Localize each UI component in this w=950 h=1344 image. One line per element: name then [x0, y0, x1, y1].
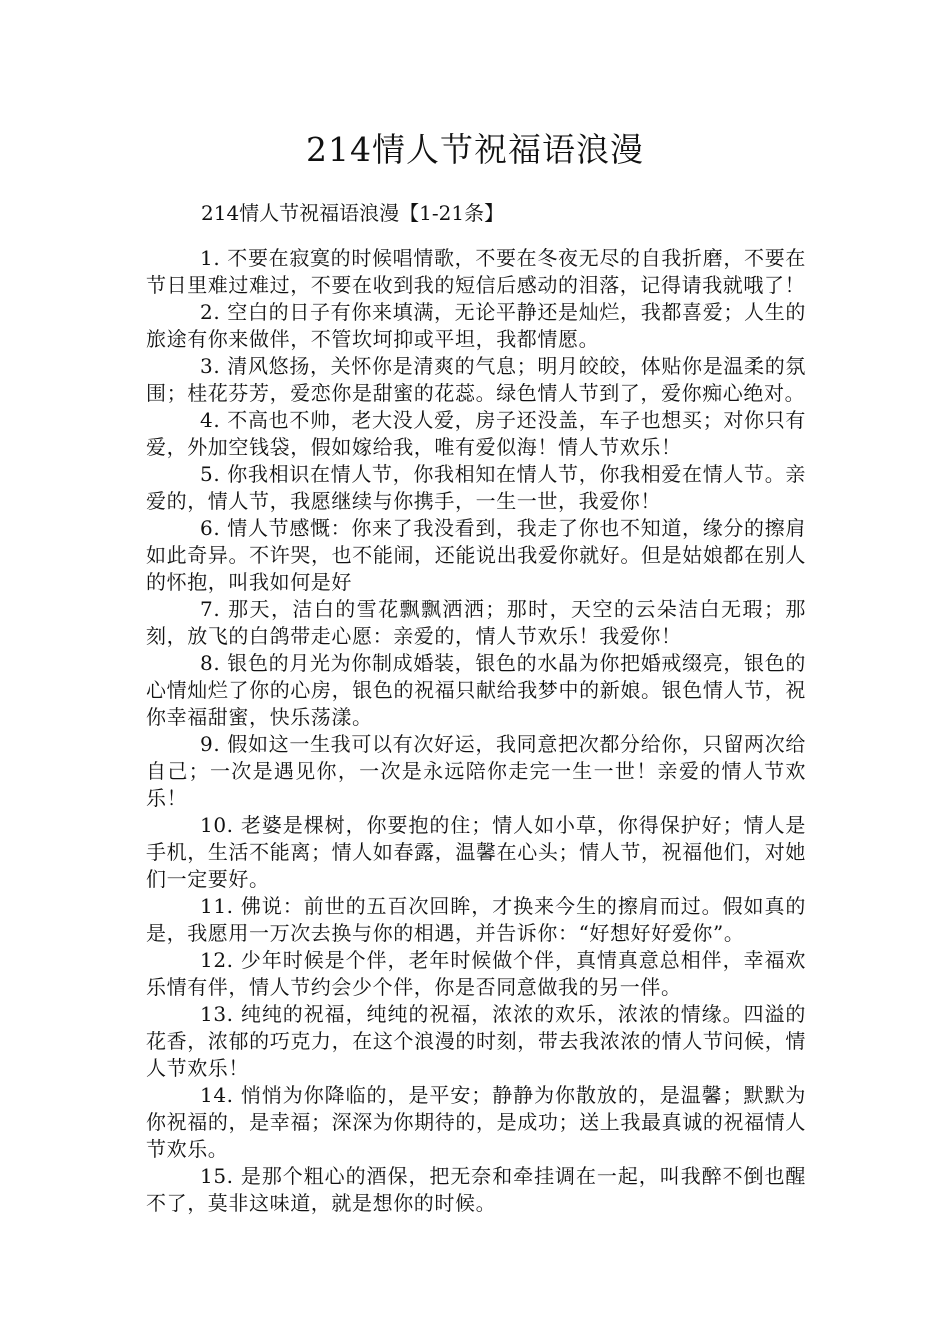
paragraph-11: 11. 佛说：前世的五百次回眸，才换来今生的擦肩而过。假如真的是，我愿用一万次去换与你的相遇，并告诉你：“好想好好爱你”。	[146, 894, 806, 945]
document-title: 214情人节祝福语浪漫	[306, 130, 644, 169]
paragraph-4: 4. 不高也不帅，老大没人爱，房子还没盖，车子也想买；对你只有爱，外加空钱袋，假如嫁给我，唯有爱似海！情人节欢乐！	[146, 408, 806, 459]
paragraph-3: 3. 清风悠扬，关怀你是清爽的气息；明月皎皎，体贴你是温柔的氛围；桂花芬芳，爱恋你是甜蜜的花蕊。绿色情人节到了，爱你痴心绝对。	[146, 354, 806, 405]
paragraph-10: 10. 老婆是棵树，你要抱的住；情人如小草，你得保护好；情人是手机，生活不能离；情人如春露，温馨在心头；情人节，祝福他们，对她们一定要好。	[146, 813, 806, 891]
paragraph-list	[146, 245, 806, 1217]
paragraph-14: 14. 悄悄为你降临的，是平安；静静为你散放的，是温馨；默默为你祝福的，是幸福；深深为你期待的，是成功；送上我最真诚的祝福情人节欢乐。	[146, 1083, 806, 1161]
paragraph-1: 1. 不要在寂寞的时候唱情歌，不要在冬夜无尽的自我折磨，不要在节日里难过难过，不要在收到我的短信后感动的泪落，记得请我就哦了！	[146, 246, 806, 297]
paragraph-15: 15. 是那个粗心的酒保，把无奈和牵挂调在一起，叫我醉不倒也醒不了，莫非这味道，就是想你的时候。	[146, 1164, 806, 1215]
paragraph-12: 12. 少年时候是个伴，老年时候做个伴，真情真意总相伴，幸福欢乐情有伴，情人节约会少个伴，你是否同意做我的另一伴。	[146, 948, 806, 999]
paragraph-13: 13. 纯纯的祝福，纯纯的祝福，浓浓的欢乐，浓浓的情缘。四溢的花香，浓郁的巧克力，在这个浪漫的时刻，带去我浓浓的情人节问候，情人节欢乐！	[146, 1002, 806, 1080]
paragraph-6: 6. 情人节感慨：你来了我没看到，我走了你也不知道，缘分的擦肩如此奇异。不许哭，也不能闹，还能说出我爱你就好。但是姑娘都在别人的怀抱，叫我如何是好	[146, 516, 806, 594]
paragraph-8: 8. 银色的月光为你制成婚装，银色的水晶为你把婚戒缀亮，银色的心情灿烂了你的心房，银色的祝福只献给我梦中的新娘。银色情人节，祝你幸福甜蜜，快乐荡漾。	[146, 651, 806, 729]
paragraph-9: 9. 假如这一生我可以有次好运，我同意把次都分给你，只留两次给自己；一次是遇见你，一次是永远陪你走完一生一世！亲爱的情人节欢乐！	[146, 732, 806, 810]
paragraph-5: 5. 你我相识在情人节，你我相知在情人节，你我相爱在情人节。亲爱的，情人节，我愿继续与你携手，一生一世，我爱你！	[146, 462, 806, 513]
paragraph-7: 7. 那天，洁白的雪花飘飘洒洒；那时，天空的云朵洁白无瑕；那刻，放飞的白鸽带走心愿：亲爱的，情人节欢乐！我爱你！	[146, 597, 806, 648]
paragraph-2: 2. 空白的日子有你来填满，无论平静还是灿烂，我都喜爱；人生的旅途有你来做伴，不管坎坷抑或平坦，我都情愿。	[146, 300, 806, 351]
document-subtitle: 214情人节祝福语浪漫【1-21条】	[201, 201, 505, 225]
